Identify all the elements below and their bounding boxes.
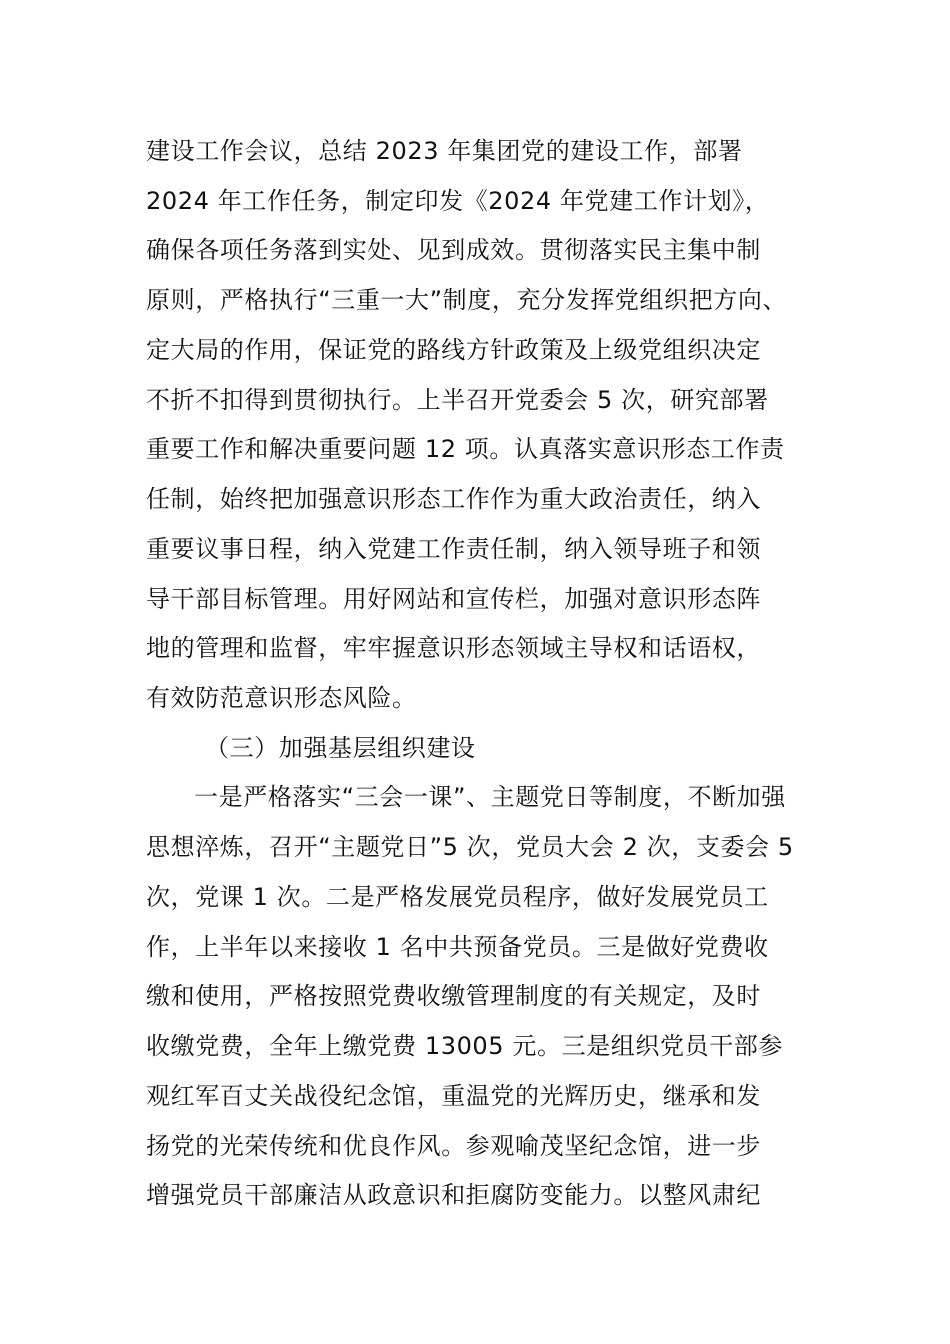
section-heading: （三）加强基层组织建设 bbox=[205, 734, 476, 762]
text-line: 2024 年工作任务，制定印发《2024 年党建工作计划》， bbox=[146, 187, 770, 215]
text-line: 重要工作和解决重要问题 12 项。认真落实意识形态工作责 bbox=[146, 435, 785, 463]
text-line: 确保各项任务落到实处、见到成效。贯彻落实民主集中制 bbox=[146, 236, 761, 264]
text-line: 缴和使用，严格按照党费收缴管理制度的有关规定，及时 bbox=[146, 982, 761, 1010]
text-line: 一是严格落实“三会一课”、主题党日等制度，不断加强 bbox=[194, 783, 786, 811]
text-line: 定大局的作用，保证党的路线方针政策及上级党组织决定 bbox=[146, 336, 761, 364]
text-line: 次，党课 1 次。二是严格发展党员程序，做好发展党员工 bbox=[146, 883, 769, 911]
text-line: 重要议事日程，纳入党建工作责任制，纳入领导班子和领 bbox=[146, 535, 761, 563]
text-line: 作，上半年以来接收 1 名中共预备党员。三是做好党费收 bbox=[146, 933, 769, 961]
text-line: 任制，始终把加强意识形态工作作为重大政治责任，纳入 bbox=[146, 485, 761, 513]
text-line: 不折不扣得到贯彻执行。上半召开党委会 5 次，研究部署 bbox=[146, 386, 769, 414]
text-line: 增强党员干部廉洁从政意识和拒腐防变能力。以整风肃纪 bbox=[146, 1181, 761, 1209]
text-line: 有效防范意识形态风险。 bbox=[146, 684, 417, 712]
text-line: 收缴党费，全年上缴党费 13005 元。三是组织党员干部参 bbox=[146, 1032, 784, 1060]
text-line: 观红军百丈关战役纪念馆，重温党的光辉历史，继承和发 bbox=[146, 1082, 761, 1110]
text-line: 地的管理和监督，牢牢握意识形态领域主导权和话语权， bbox=[146, 634, 761, 662]
text-line: 原则，严格执行“三重一大”制度，充分发挥党组织把方向、 bbox=[146, 286, 788, 314]
text-line: 扬党的光荣传统和优良作风。参观喻茂坚纪念馆，进一步 bbox=[146, 1132, 761, 1160]
text-line: 思想淬炼，召开“主题党日”5 次，党员大会 2 次，支委会 5 bbox=[146, 833, 794, 861]
text-line: 建设工作会议，总结 2023 年集团党的建设工作，部署 bbox=[146, 137, 743, 165]
text-line: 导干部目标管理。用好网站和宣传栏，加强对意识形态阵 bbox=[146, 585, 761, 613]
